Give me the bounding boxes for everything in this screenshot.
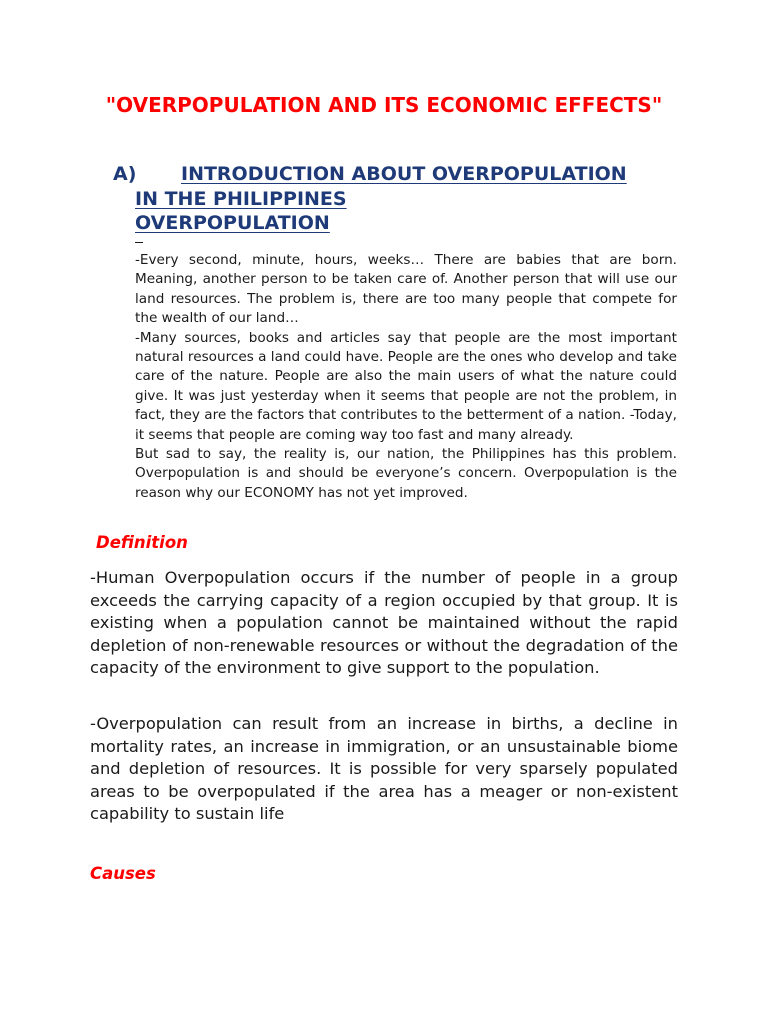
definition-paragraph: -Human Overpopulation occurs if the number of people in a group exceeds the carrying capacity of a region occupied by that group. It is existing when a population cannot be maintained without the rapid depletion of non-renewable resources or without the degradation of the capacity of the environment to give support to the population. <box>90 568 678 678</box>
document-title: "OVERPOPULATION AND ITS ECONOMIC EFFECTS" <box>105 93 663 117</box>
causes-heading: Causes <box>90 864 156 883</box>
definition-paragraph: -Overpopulation can result from an increase in births, a decline in mortality rates, an increase in immigration, or an unsustainable biome and depletion of resources. It is possible for very sparsely populated areas to be overpopulated if the area has a meager or non-existent capability to sustain life <box>90 714 678 824</box>
section-a-letter: A) <box>113 163 137 185</box>
section-a-line3: OVERPOPULATION <box>135 212 330 234</box>
intro-paragraph: -Every second, minute, hours, weeks… There are babies that are born. Meaning, another person to be taken care of. Another person that will use our land resources. The problem is, there are too many people that compete for the wealth of our land… <box>135 252 677 327</box>
intro-paragraph: -Many sources, books and articles say that people are the most important natural resources a land could have. People are the ones who develop and take care of the nature. People are also the main users of what the nature could give. It was just yesterday when it seems that people are not the problem, in fact, they are the factors that contributes to the betterment of a nation. -Today, it seems that people are coming way too fast and many already. <box>135 329 677 443</box>
section-a-line2: IN THE PHILIPPINES <box>135 188 347 210</box>
definition-heading: Definition <box>96 533 188 552</box>
underline-mark <box>135 242 143 243</box>
section-a-heading <box>113 163 627 186</box>
intro-text <box>135 251 677 503</box>
section-a-line1: INTRODUCTION ABOUT OVERPOPULATION <box>181 163 627 185</box>
intro-paragraph: But sad to say, the reality is, our nation, the Philippines has this problem. Overpopulation is and should be everyone’s concern. Overpopulation is the reason why our ECONOMY has not yet improved. <box>135 446 677 501</box>
